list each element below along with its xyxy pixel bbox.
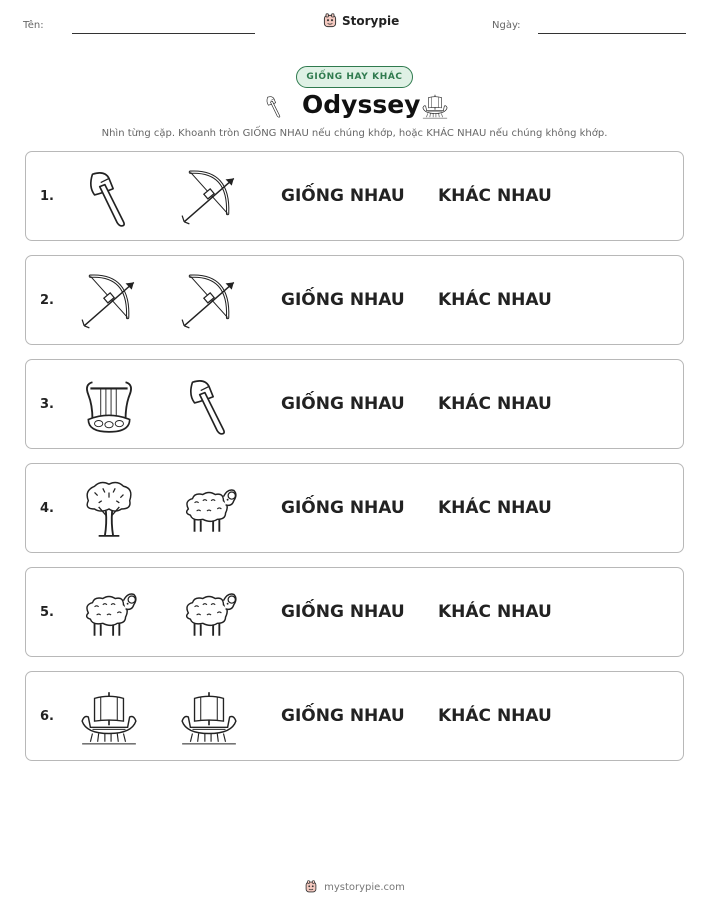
lyre-icon — [78, 374, 140, 436]
same-option[interactable]: GIỐNG NHAU — [281, 290, 405, 310]
page-title: Odyssey — [302, 90, 421, 119]
axe-icon — [178, 374, 240, 436]
name-label: Tên: — [23, 20, 44, 31]
axe-icon — [78, 166, 140, 228]
ship-icon — [420, 92, 450, 120]
same-option[interactable]: GIỐNG NHAU — [281, 186, 405, 206]
comparison-row — [25, 567, 684, 657]
ram-icon — [178, 582, 240, 644]
row-number: 1. — [40, 189, 54, 204]
storypie-logo-icon — [322, 13, 338, 29]
different-option[interactable]: KHÁC NHAU — [438, 290, 552, 310]
date-line[interactable] — [538, 33, 686, 34]
same-option[interactable]: GIỐNG NHAU — [281, 498, 405, 518]
bow-icon — [78, 270, 140, 332]
different-option[interactable]: KHÁC NHAU — [438, 498, 552, 518]
title-row — [0, 90, 709, 124]
different-option[interactable]: KHÁC NHAU — [438, 602, 552, 622]
different-option[interactable]: KHÁC NHAU — [438, 394, 552, 414]
instructions: Nhìn từng cặp. Khoanh tròn GIỐNG NHAU nếu chúng khớp, hoặc KHÁC NHAU nếu chúng không khớp. — [101, 128, 608, 139]
comparison-row — [25, 255, 684, 345]
row-number: 3. — [40, 397, 54, 412]
ram-icon — [78, 582, 140, 644]
footer-url: mystorypie.com — [324, 881, 405, 893]
name-line[interactable] — [72, 33, 255, 34]
worksheet-type-badge: GIỐNG HAY KHÁC — [296, 66, 413, 88]
comparison-row — [25, 359, 684, 449]
comparison-row — [25, 151, 684, 241]
date-label: Ngày: — [492, 20, 521, 31]
ram-icon — [178, 478, 240, 540]
footer — [0, 880, 709, 894]
brand-name: Storypie — [342, 14, 400, 28]
bow-icon — [178, 270, 240, 332]
bow-icon — [178, 166, 240, 228]
same-option[interactable]: GIỐNG NHAU — [281, 602, 405, 622]
ship-icon — [178, 686, 240, 748]
comparison-row — [25, 671, 684, 761]
different-option[interactable]: KHÁC NHAU — [438, 186, 552, 206]
same-option[interactable]: GIỐNG NHAU — [281, 706, 405, 726]
same-option[interactable]: GIỐNG NHAU — [281, 394, 405, 414]
row-number: 5. — [40, 605, 54, 620]
storypie-logo-icon — [304, 880, 318, 894]
olive-tree-icon — [78, 478, 140, 540]
different-option[interactable]: KHÁC NHAU — [438, 706, 552, 726]
row-number: 4. — [40, 501, 54, 516]
row-number: 6. — [40, 709, 54, 724]
ship-icon — [78, 686, 140, 748]
axe-icon — [262, 92, 286, 120]
row-number: 2. — [40, 293, 54, 308]
brand — [322, 13, 399, 29]
comparison-row — [25, 463, 684, 553]
